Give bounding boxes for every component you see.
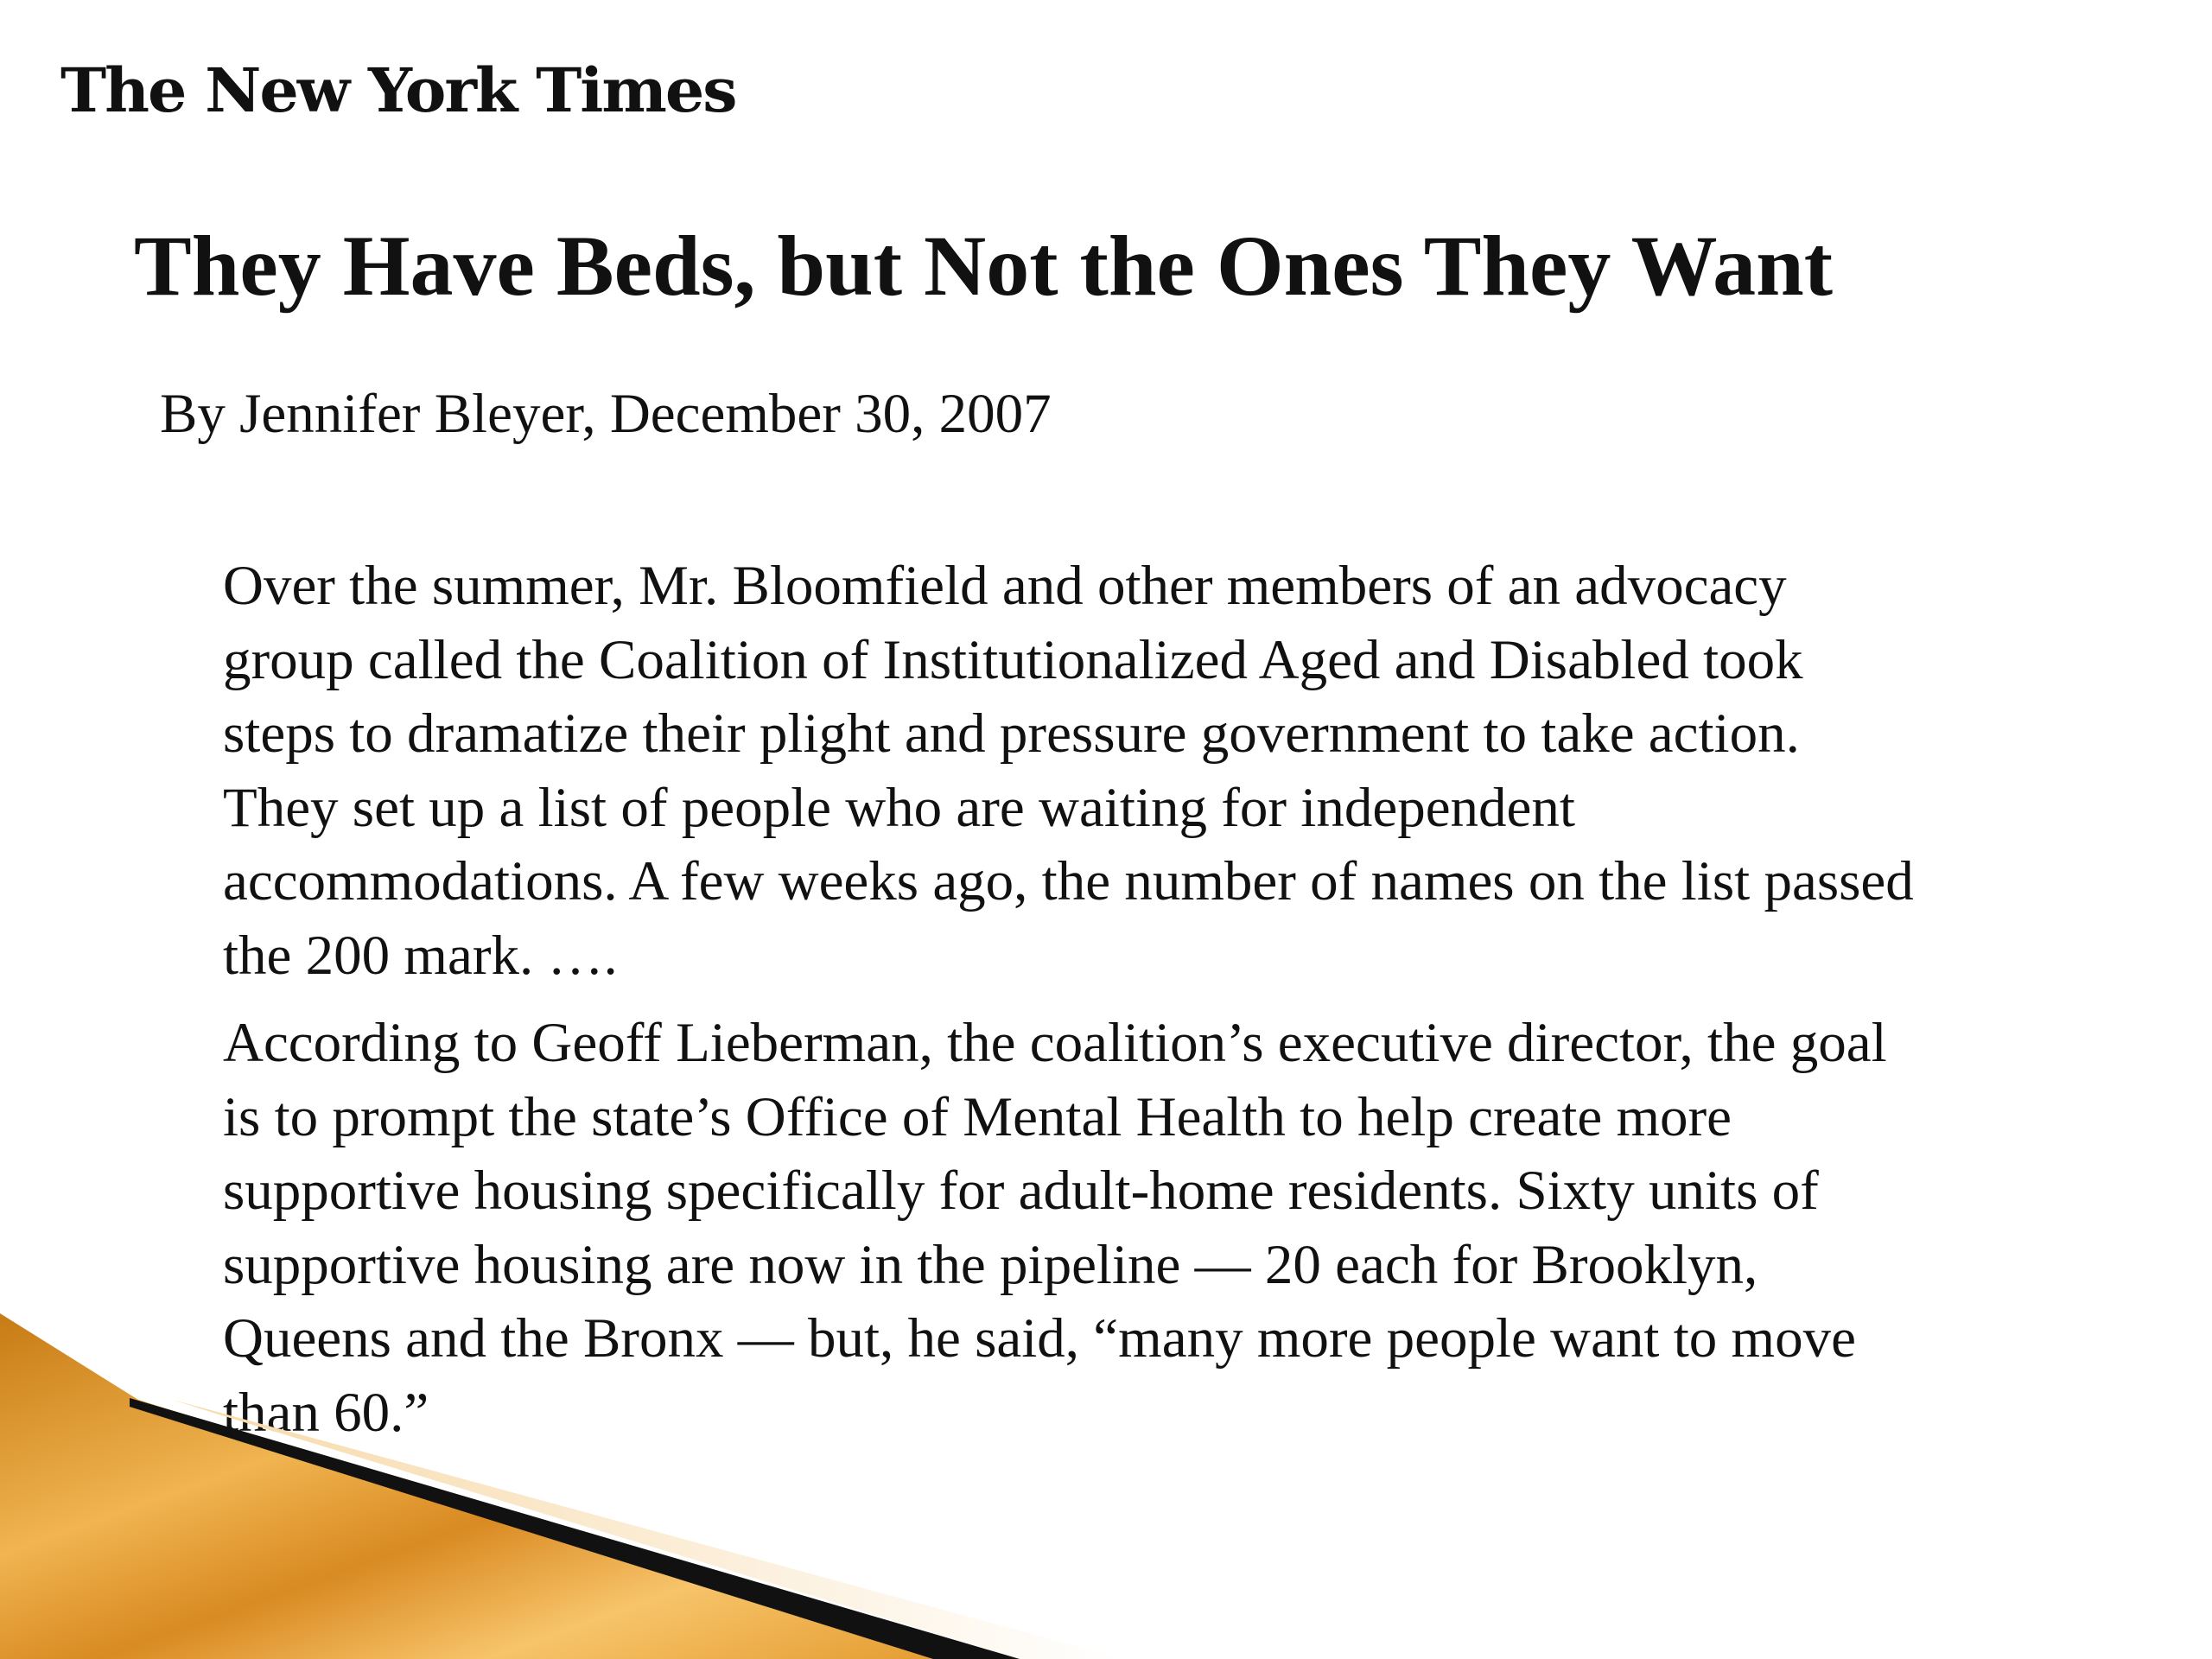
paragraph-line: supportive housing are now in the pipeline — 20 each for Brooklyn, <box>223 1233 1758 1296</box>
paragraph-line: than 60.” <box>223 1381 429 1444</box>
paragraph-line: supportive housing specifically for adult-home residents. Sixty units of <box>223 1160 1819 1222</box>
article-byline: By Jennifer Bleyer, December 30, 2007 <box>160 383 1052 445</box>
article-headline: They Have Beds, but Not the Ones They Want <box>134 218 1834 314</box>
paragraph-line: the 200 mark. …. <box>223 924 618 987</box>
corner-swoosh-decoration <box>0 1313 1123 1659</box>
paragraph-line: Queens and the Bronx — but, he said, “many more people want to move <box>223 1307 1856 1370</box>
nyt-masthead-logo: The New York Times <box>60 54 736 126</box>
paragraph-line: According to Geoff Lieberman, the coalition’s executive director, the goal <box>223 1012 1887 1074</box>
paragraph-line: group called the Coalition of Institutionalized Aged and Disabled took <box>223 628 1803 691</box>
paragraph-line: is to prompt the state’s Office of Mental Health to help create more <box>223 1085 1732 1148</box>
paragraph-line: accommodations. A few weeks ago, the number of names on the list passed <box>223 850 1914 912</box>
article-paragraph-1 <box>223 550 2124 993</box>
paragraph-line: Over the summer, Mr. Bloomfield and other members of an advocacy <box>223 555 1787 617</box>
paragraph-line: They set up a list of people who are waiting for independent <box>223 776 1575 839</box>
paragraph-line: steps to dramatize their plight and pressure government to take action. <box>223 702 1800 765</box>
